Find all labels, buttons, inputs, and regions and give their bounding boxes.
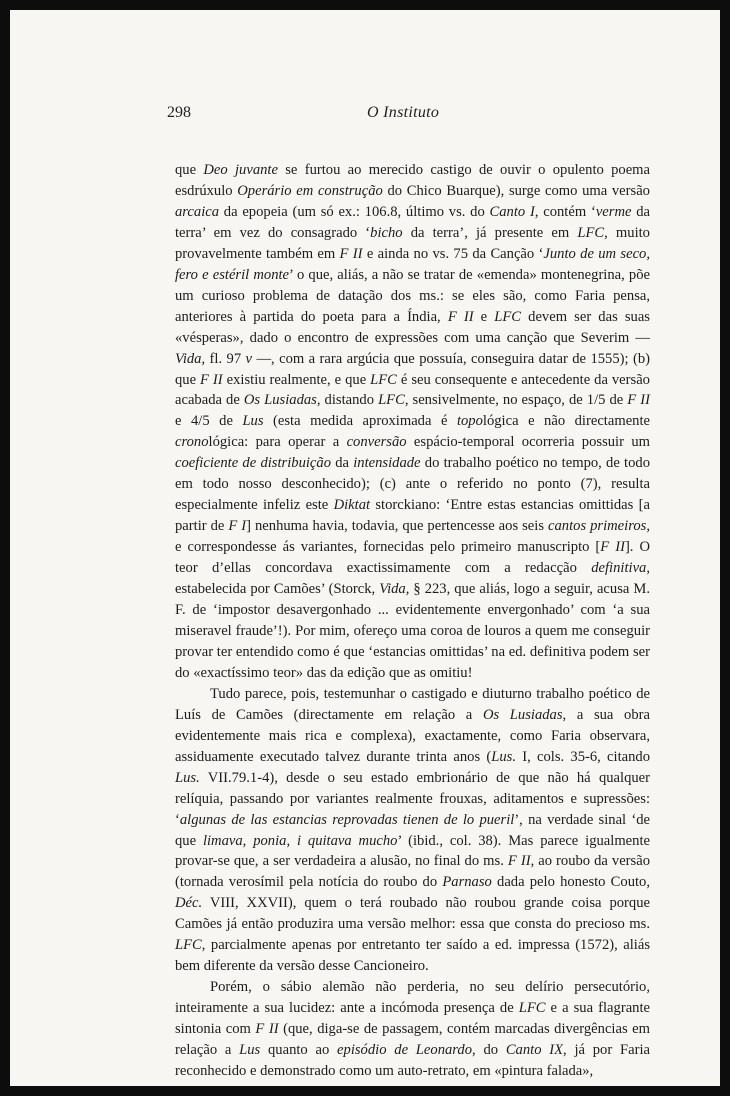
body-text [175, 160, 650, 1082]
paragraph: Tudo parece, pois, testemunhar o castigado e diuturno trabalho poético de Luís de Camões (directamente em relação a Os Lusiadas, a sua obra evidentemente mais rica e complexa), exactamente, como Faria observara, assiduamente executado talvez durante trinta anos (Lus. I, cols. 35-6, citando Lus. VII.79.1-4), desde o seu estado embrionário de que não há qualquer relíquia, passando por variantes realmente frouxas, aditamentos e supressões: ‘algunas de las estancias reprovadas tienen de lo pueril’, na verdade sinal ‘de que limava, ponia, i quitava mucho’ (ibid., col. 38). Mas parece igualmente provar-se que, a ser verdadeira a alusão, no final do ms. F II, ao roubo da versão (tornada verosímil pela notícia do roubo do Parnaso dada pelo honesto Couto, Déc. VIII, XXVII), quem o terá roubado não roubou grande coisa porque Camões já então produzira uma versão melhor: essa que consta do precioso ms. LFC, parcialmente apenas por entretanto ter saído a ed. impressa (1572), aliás bem diferente da versão desse Cancioneiro. [175, 685, 651, 975]
paragraph: Porém, o sábio alemão não perderia, no seu delírio persecutório, inteiramente a sua lucidez: ante a incómoda presença de LFC e a sua flagrante sintonia com F II (que, diga-se de passagem, contém marcadas divergências em relação a Lus quanto ao episódio de Leonardo, do Canto IX, já por Faria reconhecido e demonstrado como um auto-retrato, em «pintura falada», [175, 979, 650, 1079]
running-title: O Instituto [367, 104, 440, 121]
page-number: 298 [167, 104, 191, 121]
paragraph: que Deo juvante se furtou ao merecido castigo de ouvir o opulento poema esdrúxulo Operário em construção do Chico Buarque), surge como uma versão arcaica da epopeia (um só ex.: 106.8, último vs. do Canto I, contém ‘verme da terra’ em vez do consagrado ‘bicho da terra’, já presente em LFC, muito provavelmente também em F II e ainda no vs. 75 da Canção ‘Junto de um seco, fero e estéril monte’ o que, aliás, a não se tratar de «emenda» montenegrina, põe um curioso problema de datação dos ms.: se eles são, como Faria pensa, anteriores à partida do poeta para a Índia, F II e LFC devem ser das suas «vésperas», dado o encontro de expressões com uma canção que Severim — Vida, fl. 97 v —, com a rara argúcia que possuía, conseguira datar de 1555); (b) que F II existiu realmente, e que LFC é seu consequente e antecedente da versão acabada de Os Lusiadas, distando LFC, sensivelmente, no espaço, de 1/5 de F II e 4/5 de Lus (esta medida aproximada é topológica e não directamente cronológica: para operar a conversão espácio-temporal ocorreria possuir um coeficiente de distribuição da intensidade do trabalho poético no tempo, de todo em todo nosso desconhecido); (c) ante o referido no ponto (7), resulta especialmente infeliz este Diktat storckiano: ‘Entre estas estancias omittidas [a partir de F I] nenhuma havia, todavia, que pertencesse aos seis cantos primeiros, e correspondesse ás variantes, fornecidas pelo primeiro manuscripto [F II]. O teor d’ellas concordava exactissimamente com a redacção definitiva, estabelecida por Camões’ (Storck, Vida, § 223, que aliás, logo a seguir, acusa M. F. de ‘impostor desavergonhado ... evidentemente envergonhado’ com ‘a sua miseravel fraude’!). Por mim, ofereço uma coroa de louros a quem me conseguir provar ter entendido como é que ‘estancias omittidas’ na ed. definitiva podem ser do «exactíssimo teor» das da edição que as omitiu! [175, 162, 651, 681]
page-header [167, 104, 572, 128]
book-page [10, 10, 720, 1086]
